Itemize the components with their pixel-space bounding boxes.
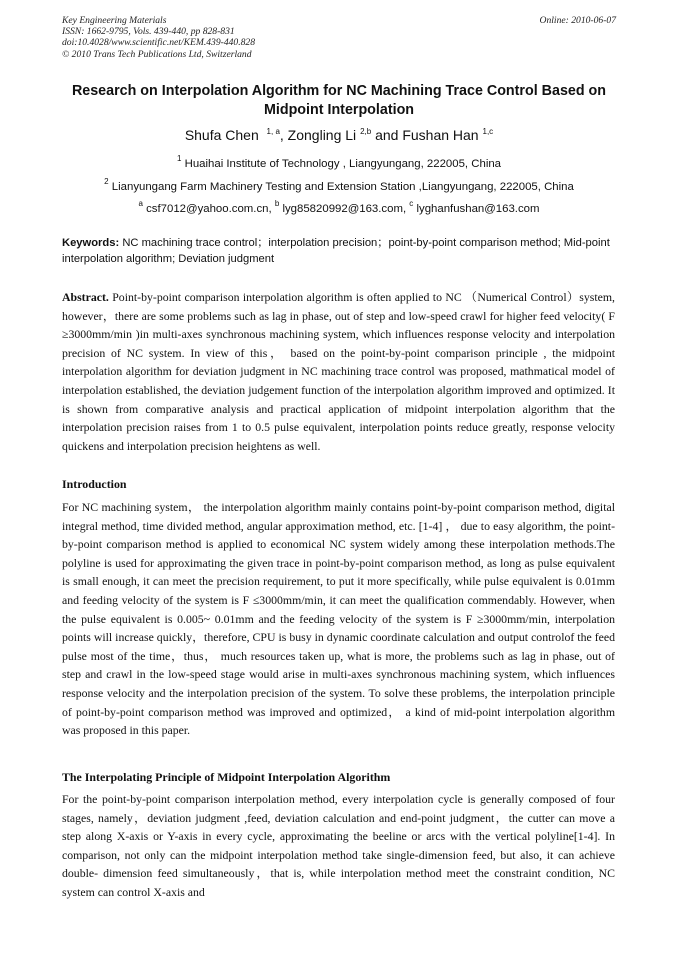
copyright-line: © 2010 Trans Tech Publications Ltd, Switzerland: [62, 48, 252, 60]
keywords-label: Keywords:: [62, 237, 120, 249]
issn-line: ISSN: 1662-9795, Vols. 439-440, pp 828-831: [62, 26, 235, 38]
email-line: [62, 199, 616, 216]
email-link[interactable]: lyghanfushan@163.com: [416, 203, 540, 215]
section-heading-introduction: Introduction: [62, 477, 127, 491]
email-link[interactable]: lyg85820992@163.com,: [282, 203, 407, 215]
author-name: Zongling Li: [287, 127, 357, 143]
keywords: [62, 236, 618, 267]
abstract: [62, 288, 615, 455]
author-name: Shufa Chen: [184, 127, 259, 143]
abstract-text: Point-by-point comparison interpolation algorithm is often applied to NC （Numerical Control）system, however，there are some problems such as lag in phase, out of step and low-speed crawl for higher feed velocity( F ≥3000mm/min )in multi-axes synchronous machining system, which influences response velocity and interpolation precision of NC system. In view of this， based on the point-by-point comparison principle , the midpoint interpolation algorithm for deviation judgment in NC machining trace control was proposed, mathmatical model of interpolation established, the deviation judgement function of the interpolation algorithm improved and optimized. It is shown from comparative analysis and practical application of midpoint interpolation algorithm that the interpolation precision raises from 1 to 0.5 pulse equivalent, interpolation points reduce greatly, response velocity quickens and interpolation precision heightens as well.: [62, 290, 615, 453]
section-heading-principle: The Interpolating Principle of Midpoint Interpolation Algorithm: [62, 770, 391, 784]
paper-title: Research on Interpolation Algorithm for NC Machining Trace Control Based on Midpoint Interpolation: [71, 83, 607, 118]
abstract-label: Abstract.: [62, 290, 109, 304]
affiliation-1: [62, 154, 616, 171]
keywords-text: NC machining trace control；interpolation precision；point-by-point comparison method; Mid-point interpolation algorithm; Deviation judgment: [62, 237, 610, 265]
email-mark: a: [138, 199, 143, 208]
affil-text: Lianyungang Farm Machinery Testing and Extension Station ,Liangyungang, 222005, China: [111, 181, 574, 193]
principle-paragraph: For the point-by-point comparison interpolation method, every interpolation cycle is generally composed of four stages, namely，deviation judgment ,feed, deviation calculation and end-point judgment，the cutter can move a step along X-axis or Y-axis in every cycle, approximating the beeline or arcs with the vertical polyline[1-4]. In comparison, not only can the midpoint interpolation method take single-dimension feed, but also, it can achieve double- dimension feed simultaneously，that is, while interpolation method meet the constraint condition, NC system can control X-axis and: [62, 792, 615, 899]
affiliation-2: [62, 177, 616, 194]
affil-mark: 1: [176, 154, 182, 163]
email-link[interactable]: csf7012@yahoo.com.cn,: [146, 203, 272, 215]
author-separator: and: [375, 127, 403, 143]
author-separator: ,: [279, 127, 288, 143]
author-line: [62, 126, 616, 144]
journal-header: [62, 15, 622, 60]
introduction-paragraph: For NC machining system， the interpolation algorithm mainly contains point-by-point comparison method, digital integral method, time divided method, angular approximation method, etc. [1-4] ， due to easy algorithm, the point-by-point comparison method is applied to economical NC system widely among these interpolation methods.The polyline is used for approximating the given trace in point-by-point comparison method, as long as pulse equivalent is small enough, it can meet the precision requirement, to put it more specifically, while pulse equivalent is 0.01mm and feeding velocity of the system is F ≤3000mm/min, it can meet the qualification commendably. However, when the pulse equivalent is 0.005~ 0.01mm and the feeding velocity of the system is F ≥3000mm/min, interpolation points will increase quickly，therefore, CPU is busy in dynamic coordinate calculation and output controlof the feed pulse most of the time，thus， much resources taken up, what is more, the problems such as lag in phase, out of step and crawl in the low-speed stage would arise in multi-axes synchronous machining system, which influences response velocity and the interpolation precision of the system. To solve these problems, the interpolation principle of point-by-point comparison method was improved and optimized， a kind of mid-point interpolation algorithm was proposed in this paper.: [62, 500, 615, 738]
author-affil-mark: 1, a: [266, 127, 280, 136]
journal-name: Key Engineering Materials: [62, 15, 167, 26]
author-affil-mark: 2,b: [360, 127, 372, 136]
affil-mark: 2: [104, 177, 109, 186]
online-date: Online: 2010-06-07: [539, 15, 616, 26]
email-mark: c: [409, 199, 414, 208]
doi-line: doi:10.4028/www.scientific.net/KEM.439-440.828: [62, 37, 256, 49]
author-name: Fushan Han: [402, 127, 479, 143]
affil-text: Huaihai Institute of Technology , Liangyungang, 222005, China: [184, 158, 502, 170]
author-affil-mark: 1,c: [482, 127, 494, 136]
email-mark: b: [274, 199, 280, 208]
